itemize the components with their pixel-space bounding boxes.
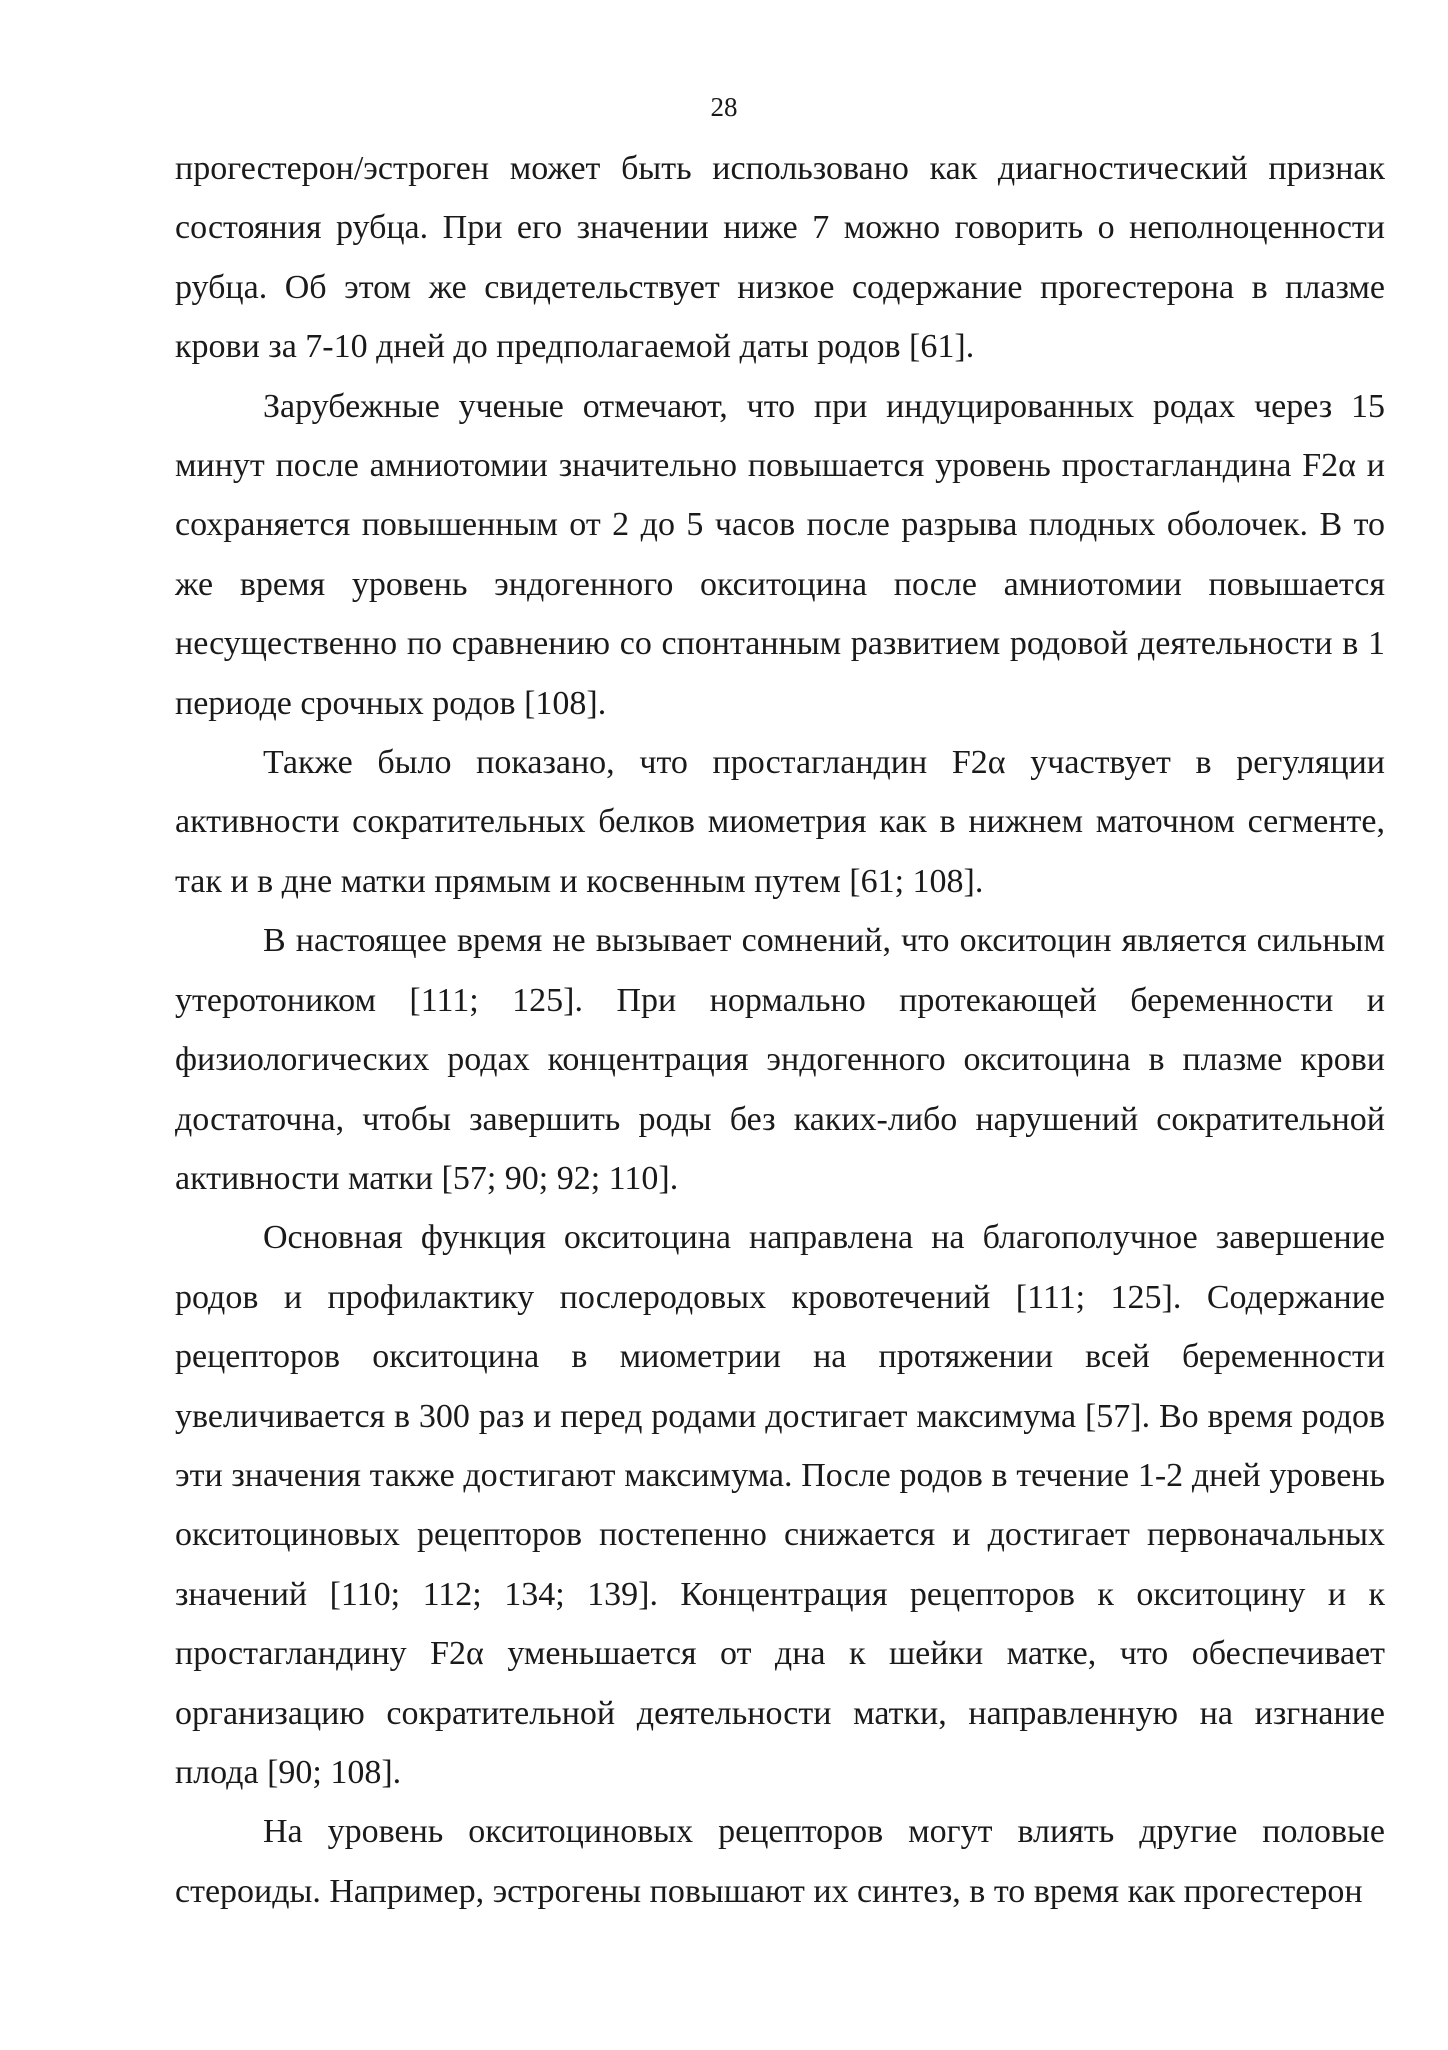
page-number: 28: [710, 92, 738, 122]
paragraph-foreign-scientists: Зарубежные ученые отмечают, что при индуцированных родах через 15 минут после амниотомии значительно повышается уровень простагландина F2α и сохраняется повышенным от 2 до 5 часов после разрыва плодных оболочек. В то же время уровень эндогенного окситоцина после амниотомии повышается несущественно по сравнению со спонтанным развитием родовой деятельности в 1 периоде срочных родов [108].: [175, 387, 1385, 722]
body-text: [175, 139, 1385, 1921]
paragraph-continuation: прогестерон/эстроген может быть использовано как диагностический признак состояния рубца. При его значении ниже 7 можно говорить о неполноценности рубца. Об этом же свидетельствует низкое содержание прогестерона в плазме крови за 7-10 дней до предполагаемой даты родов [61].: [175, 150, 1385, 366]
paragraph-oxytocin-function: Основная функция окситоцина направлена на благополучное завершение родов и профилактику послеродовых кровотечений [111; 125]. Содержание рецепторов окситоцина в миометрии на протяжении всей беременности увеличивается в 300 раз и перед родами достигает максимума [57]. Во время родов эти значения также достигают максимума. После родов в течение 1-2 дней уровень окситоциновых рецепторов постепенно снижается и достигает первоначальных значений [110; 112; 134; 139]. Концентрация рецепторов к окситоцину и к простагландину F2α уменьшается от дна к шейки матке, что обеспечивает организацию сократительной деятельности матки, направленную на изгнание плода [90; 108].: [175, 1219, 1385, 1791]
paragraph-prostaglandin-role: Также было показано, что простагландин F2α участвует в регуляции активности сократительных белков миометрия как в нижнем маточном сегменте, так и в дне матки прямым и косвенным путем [61; 108].: [175, 744, 1385, 900]
paragraph-oxytocin-uterotonic: В настоящее время не вызывает сомнений, что окситоцин является сильным утеротоником [111; 125]. При нормально протекающей беременности и физиологических родах концентрация эндогенного окситоцина в плазме крови достаточна, чтобы завершить роды без каких-либо нарушений сократительной активности матки [57; 90; 92; 110].: [175, 922, 1385, 1197]
paragraph-receptor-influence: На уровень окситоциновых рецепторов могут влиять другие половые стероиды. Например, эстрогены повышают их синтез, в то время как прогестерон: [175, 1813, 1385, 1910]
